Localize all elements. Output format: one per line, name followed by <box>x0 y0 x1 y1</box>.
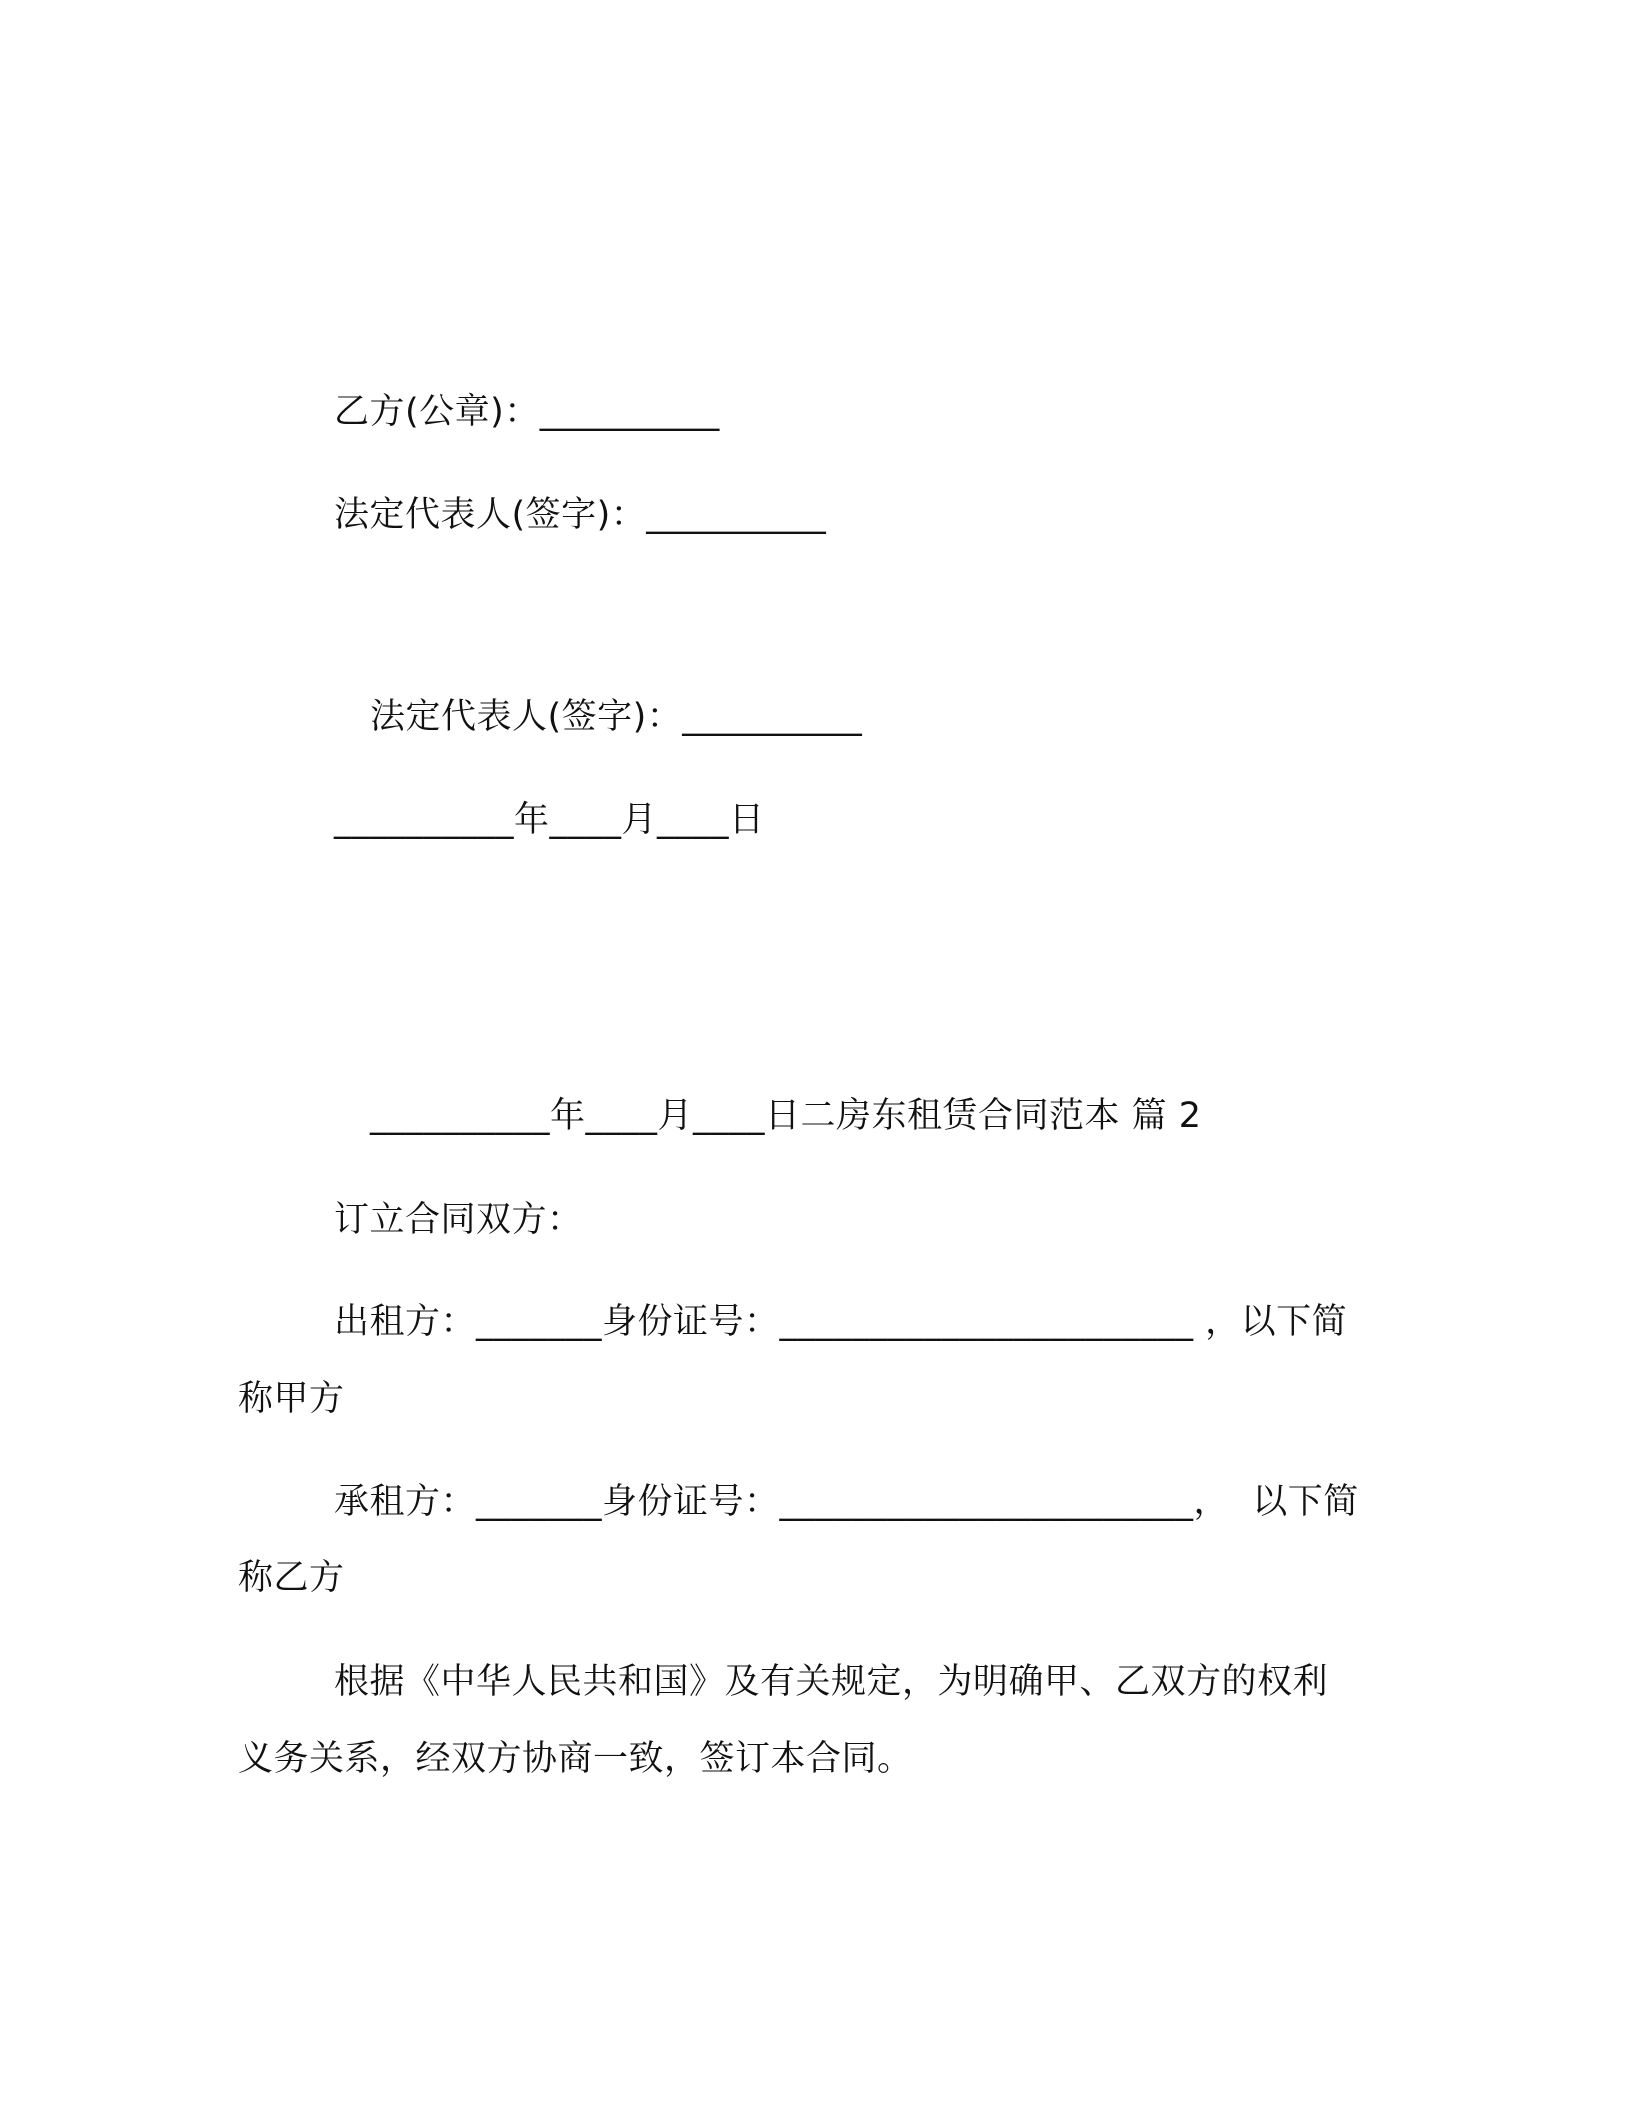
contract-parties-label: 订立合同双方： <box>334 1200 583 1240</box>
section-heading: __________年____月____日二房东租赁合同范本 篇 2 <box>370 1096 1202 1136</box>
lessor-line-cont: 称甲方 <box>238 1379 345 1419</box>
date-line: __________年____月____日 <box>334 800 765 840</box>
lessor-line: 出租方：_______身份证号：_______________________ ，以下简 <box>334 1302 1348 1342</box>
party-b-seal-line: 乙方(公章)：__________ <box>334 392 720 432</box>
preamble-paragraph-line-1: 根据《中华人民共和国》及有关规定，为明确甲、乙双方的权利 <box>334 1662 1329 1702</box>
preamble-paragraph-line-2: 义务关系，经双方协商一致，签订本合同。 <box>238 1739 913 1779</box>
lessee-line-cont: 称乙方 <box>238 1558 345 1598</box>
legal-representative-line-2: 法定代表人(签字)：__________ <box>370 697 863 737</box>
legal-representative-line: 法定代表人(签字)：__________ <box>334 495 827 535</box>
lessee-line: 承租方：_______身份证号：_______________________， 以下简 <box>334 1482 1359 1522</box>
